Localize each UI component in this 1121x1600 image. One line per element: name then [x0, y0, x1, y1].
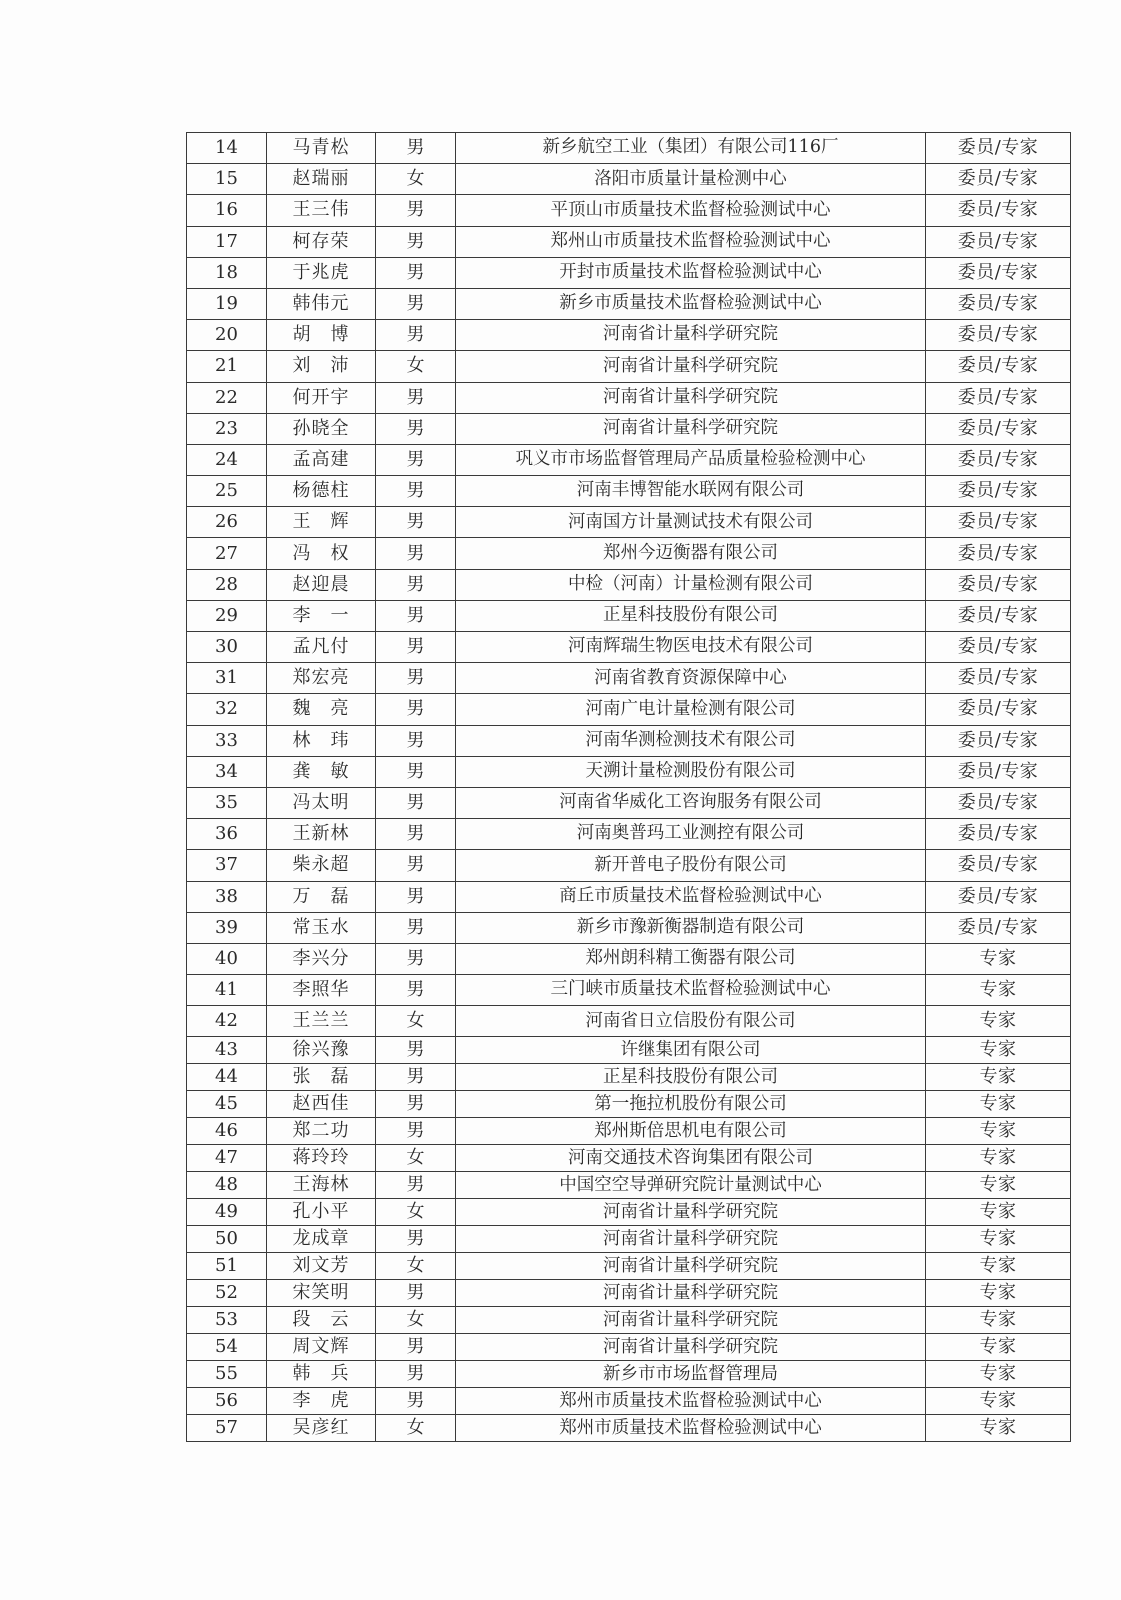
gender-cell: 女 — [376, 1199, 456, 1226]
role-cell: 专家 — [926, 1415, 1071, 1442]
table-row — [187, 975, 1071, 1006]
role-cell: 专家 — [926, 1361, 1071, 1388]
name-cell: 蒋玲玲 — [267, 1145, 376, 1172]
table-row — [187, 694, 1071, 725]
organization-cell: 河南省计量科学研究院 — [456, 413, 926, 444]
row-number-cell: 28 — [187, 569, 267, 600]
organization-cell: 河南省华威化工咨询服务有限公司 — [456, 787, 926, 818]
name-cell: 柴永超 — [267, 850, 376, 881]
role-cell: 委员/专家 — [926, 756, 1071, 787]
name-cell: 万 磊 — [267, 881, 376, 912]
organization-cell: 郑州朗科精工衡器有限公司 — [456, 943, 926, 974]
role-cell: 专家 — [926, 1064, 1071, 1091]
table-row — [187, 850, 1071, 881]
organization-cell: 巩义市市场监督管理局产品质量检验检测中心 — [456, 444, 926, 475]
row-number-cell: 39 — [187, 912, 267, 943]
row-number-cell: 35 — [187, 787, 267, 818]
role-cell: 专家 — [926, 1388, 1071, 1415]
organization-cell: 河南国方计量测试技术有限公司 — [456, 507, 926, 538]
organization-cell: 中检（河南）计量检测有限公司 — [456, 569, 926, 600]
name-cell: 赵瑞丽 — [267, 164, 376, 195]
gender-cell: 女 — [376, 1307, 456, 1334]
organization-cell: 新乡市豫新衡器制造有限公司 — [456, 912, 926, 943]
name-cell: 常玉水 — [267, 912, 376, 943]
row-number-cell: 49 — [187, 1199, 267, 1226]
name-cell: 赵迎晨 — [267, 569, 376, 600]
role-cell: 委员/专家 — [926, 725, 1071, 756]
organization-cell: 河南省计量科学研究院 — [456, 1307, 926, 1334]
row-number-cell: 22 — [187, 382, 267, 413]
name-cell: 王三伟 — [267, 195, 376, 226]
row-number-cell: 23 — [187, 413, 267, 444]
gender-cell: 男 — [376, 850, 456, 881]
row-number-cell: 47 — [187, 1145, 267, 1172]
name-cell: 郑宏亮 — [267, 663, 376, 694]
role-cell: 委员/专家 — [926, 694, 1071, 725]
name-cell: 赵西佳 — [267, 1091, 376, 1118]
row-number-cell: 46 — [187, 1118, 267, 1145]
table-row — [187, 1334, 1071, 1361]
gender-cell: 男 — [376, 257, 456, 288]
organization-cell: 河南省计量科学研究院 — [456, 1226, 926, 1253]
gender-cell: 女 — [376, 351, 456, 382]
row-number-cell: 31 — [187, 663, 267, 694]
table-row — [187, 133, 1071, 164]
row-number-cell: 38 — [187, 881, 267, 912]
gender-cell: 男 — [376, 1091, 456, 1118]
row-number-cell: 26 — [187, 507, 267, 538]
table-row — [187, 632, 1071, 663]
name-cell: 吴彦红 — [267, 1415, 376, 1442]
name-cell: 韩 兵 — [267, 1361, 376, 1388]
name-cell: 王兰兰 — [267, 1006, 376, 1037]
role-cell: 委员/专家 — [926, 507, 1071, 538]
gender-cell: 男 — [376, 382, 456, 413]
role-cell: 专家 — [926, 1307, 1071, 1334]
gender-cell: 男 — [376, 1064, 456, 1091]
gender-cell: 男 — [376, 538, 456, 569]
organization-cell: 天溯计量检测股份有限公司 — [456, 756, 926, 787]
gender-cell: 女 — [376, 1145, 456, 1172]
organization-cell: 河南省日立信股份有限公司 — [456, 1006, 926, 1037]
row-number-cell: 15 — [187, 164, 267, 195]
gender-cell: 男 — [376, 725, 456, 756]
gender-cell: 男 — [376, 226, 456, 257]
organization-cell: 平顶山市质量技术监督检验测试中心 — [456, 195, 926, 226]
gender-cell: 男 — [376, 1118, 456, 1145]
name-cell: 韩伟元 — [267, 288, 376, 319]
table-row — [187, 226, 1071, 257]
row-number-cell: 54 — [187, 1334, 267, 1361]
name-cell: 李兴分 — [267, 943, 376, 974]
row-number-cell: 24 — [187, 444, 267, 475]
organization-cell: 河南省计量科学研究院 — [456, 1199, 926, 1226]
gender-cell: 男 — [376, 943, 456, 974]
gender-cell: 男 — [376, 787, 456, 818]
table-row — [187, 195, 1071, 226]
organization-cell: 第一拖拉机股份有限公司 — [456, 1091, 926, 1118]
role-cell: 委员/专家 — [926, 632, 1071, 663]
role-cell: 专家 — [926, 1037, 1071, 1064]
role-cell: 委员/专家 — [926, 912, 1071, 943]
table-row — [187, 1145, 1071, 1172]
role-cell: 专家 — [926, 943, 1071, 974]
organization-cell: 河南奥普玛工业测控有限公司 — [456, 819, 926, 850]
name-cell: 张 磊 — [267, 1064, 376, 1091]
role-cell: 委员/专家 — [926, 850, 1071, 881]
organization-cell: 河南丰博智能水联网有限公司 — [456, 476, 926, 507]
name-cell: 何开宇 — [267, 382, 376, 413]
table-row — [187, 351, 1071, 382]
gender-cell: 男 — [376, 1037, 456, 1064]
table-row — [187, 600, 1071, 631]
gender-cell: 男 — [376, 444, 456, 475]
table-row — [187, 444, 1071, 475]
table-row — [187, 538, 1071, 569]
table-row — [187, 476, 1071, 507]
row-number-cell: 50 — [187, 1226, 267, 1253]
name-cell: 杨德柱 — [267, 476, 376, 507]
role-cell: 委员/专家 — [926, 133, 1071, 164]
role-cell: 委员/专家 — [926, 288, 1071, 319]
row-number-cell: 32 — [187, 694, 267, 725]
name-cell: 孙晓全 — [267, 413, 376, 444]
role-cell: 委员/专家 — [926, 881, 1071, 912]
role-cell: 专家 — [926, 1172, 1071, 1199]
name-cell: 王 辉 — [267, 507, 376, 538]
row-number-cell: 57 — [187, 1415, 267, 1442]
gender-cell: 男 — [376, 476, 456, 507]
table-row — [187, 881, 1071, 912]
table-row — [187, 164, 1071, 195]
gender-cell: 男 — [376, 819, 456, 850]
row-number-cell: 16 — [187, 195, 267, 226]
role-cell: 专家 — [926, 1091, 1071, 1118]
row-number-cell: 43 — [187, 1037, 267, 1064]
table-row — [187, 1253, 1071, 1280]
row-number-cell: 34 — [187, 756, 267, 787]
table-row — [187, 1361, 1071, 1388]
name-cell: 马青松 — [267, 133, 376, 164]
role-cell: 委员/专家 — [926, 819, 1071, 850]
row-number-cell: 20 — [187, 320, 267, 351]
row-number-cell: 14 — [187, 133, 267, 164]
row-number-cell: 29 — [187, 600, 267, 631]
table-row — [187, 288, 1071, 319]
name-cell: 徐兴豫 — [267, 1037, 376, 1064]
organization-cell: 河南华测检测技术有限公司 — [456, 725, 926, 756]
gender-cell: 男 — [376, 320, 456, 351]
organization-cell: 河南省计量科学研究院 — [456, 1334, 926, 1361]
name-cell: 郑二功 — [267, 1118, 376, 1145]
role-cell: 委员/专家 — [926, 226, 1071, 257]
role-cell: 委员/专家 — [926, 382, 1071, 413]
gender-cell: 女 — [376, 1415, 456, 1442]
gender-cell: 男 — [376, 694, 456, 725]
gender-cell: 男 — [376, 975, 456, 1006]
gender-cell: 男 — [376, 1280, 456, 1307]
name-cell: 于兆虎 — [267, 257, 376, 288]
table-row — [187, 382, 1071, 413]
row-number-cell: 37 — [187, 850, 267, 881]
row-number-cell: 51 — [187, 1253, 267, 1280]
row-number-cell: 44 — [187, 1064, 267, 1091]
table-row — [187, 912, 1071, 943]
row-number-cell: 41 — [187, 975, 267, 1006]
table-row — [187, 320, 1071, 351]
organization-cell: 郑州市质量技术监督检验测试中心 — [456, 1388, 926, 1415]
role-cell: 委员/专家 — [926, 413, 1071, 444]
organization-cell: 郑州今迈衡器有限公司 — [456, 538, 926, 569]
role-cell: 委员/专家 — [926, 569, 1071, 600]
table-row — [187, 1415, 1071, 1442]
row-number-cell: 25 — [187, 476, 267, 507]
role-cell: 委员/专家 — [926, 444, 1071, 475]
row-number-cell: 55 — [187, 1361, 267, 1388]
row-number-cell: 42 — [187, 1006, 267, 1037]
name-cell: 刘文芳 — [267, 1253, 376, 1280]
gender-cell: 男 — [376, 881, 456, 912]
name-cell: 柯存荣 — [267, 226, 376, 257]
role-cell: 专家 — [926, 1226, 1071, 1253]
table-row — [187, 569, 1071, 600]
table-row — [187, 507, 1071, 538]
row-number-cell: 52 — [187, 1280, 267, 1307]
member-roster-table — [186, 132, 1071, 1442]
table-row — [187, 725, 1071, 756]
organization-cell: 郑州山市质量技术监督检验测试中心 — [456, 226, 926, 257]
gender-cell: 女 — [376, 1253, 456, 1280]
name-cell: 胡 博 — [267, 320, 376, 351]
organization-cell: 河南省教育资源保障中心 — [456, 663, 926, 694]
table-row — [187, 1226, 1071, 1253]
table-row — [187, 663, 1071, 694]
gender-cell: 男 — [376, 1226, 456, 1253]
gender-cell: 男 — [376, 1388, 456, 1415]
name-cell: 冯太明 — [267, 787, 376, 818]
name-cell: 王海林 — [267, 1172, 376, 1199]
organization-cell: 正星科技股份有限公司 — [456, 600, 926, 631]
row-number-cell: 19 — [187, 288, 267, 319]
gender-cell: 男 — [376, 133, 456, 164]
organization-cell: 开封市质量技术监督检验测试中心 — [456, 257, 926, 288]
name-cell: 宋笑明 — [267, 1280, 376, 1307]
role-cell: 委员/专家 — [926, 320, 1071, 351]
organization-cell: 郑州市质量技术监督检验测试中心 — [456, 1415, 926, 1442]
name-cell: 龙成章 — [267, 1226, 376, 1253]
table-row — [187, 1006, 1071, 1037]
organization-cell: 河南省计量科学研究院 — [456, 351, 926, 382]
name-cell: 龚 敏 — [267, 756, 376, 787]
organization-cell: 正星科技股份有限公司 — [456, 1064, 926, 1091]
gender-cell: 男 — [376, 912, 456, 943]
role-cell: 委员/专家 — [926, 195, 1071, 226]
table-row — [187, 787, 1071, 818]
table-row — [187, 1307, 1071, 1334]
gender-cell: 男 — [376, 288, 456, 319]
gender-cell: 男 — [376, 1361, 456, 1388]
organization-cell: 洛阳市质量计量检测中心 — [456, 164, 926, 195]
roster-body — [187, 133, 1071, 1442]
table-row — [187, 257, 1071, 288]
name-cell: 周文辉 — [267, 1334, 376, 1361]
name-cell: 刘 沛 — [267, 351, 376, 382]
role-cell: 委员/专家 — [926, 351, 1071, 382]
organization-cell: 河南辉瑞生物医电技术有限公司 — [456, 632, 926, 663]
row-number-cell: 17 — [187, 226, 267, 257]
table-row — [187, 943, 1071, 974]
gender-cell: 男 — [376, 195, 456, 226]
table-row — [187, 1037, 1071, 1064]
row-number-cell: 30 — [187, 632, 267, 663]
organization-cell: 河南交通技术咨询集团有限公司 — [456, 1145, 926, 1172]
organization-cell: 河南省计量科学研究院 — [456, 382, 926, 413]
row-number-cell: 21 — [187, 351, 267, 382]
organization-cell: 新乡航空工业（集团）有限公司116厂 — [456, 133, 926, 164]
name-cell: 李 一 — [267, 600, 376, 631]
organization-cell: 河南广电计量检测有限公司 — [456, 694, 926, 725]
row-number-cell: 33 — [187, 725, 267, 756]
gender-cell: 男 — [376, 1334, 456, 1361]
table-row — [187, 1064, 1071, 1091]
organization-cell: 三门峡市质量技术监督检验测试中心 — [456, 975, 926, 1006]
role-cell: 委员/专家 — [926, 787, 1071, 818]
table-row — [187, 756, 1071, 787]
name-cell: 孟凡付 — [267, 632, 376, 663]
role-cell: 委员/专家 — [926, 164, 1071, 195]
name-cell: 魏 亮 — [267, 694, 376, 725]
organization-cell: 河南省计量科学研究院 — [456, 1253, 926, 1280]
name-cell: 孔小平 — [267, 1199, 376, 1226]
name-cell: 段 云 — [267, 1307, 376, 1334]
role-cell: 专家 — [926, 1334, 1071, 1361]
table-row — [187, 1199, 1071, 1226]
role-cell: 专家 — [926, 1006, 1071, 1037]
table-row — [187, 1118, 1071, 1145]
role-cell: 专家 — [926, 975, 1071, 1006]
gender-cell: 男 — [376, 569, 456, 600]
organization-cell: 河南省计量科学研究院 — [456, 1280, 926, 1307]
gender-cell: 女 — [376, 164, 456, 195]
role-cell: 委员/专家 — [926, 476, 1071, 507]
gender-cell: 男 — [376, 663, 456, 694]
table-row — [187, 819, 1071, 850]
gender-cell: 男 — [376, 507, 456, 538]
gender-cell: 男 — [376, 756, 456, 787]
gender-cell: 男 — [376, 1172, 456, 1199]
organization-cell: 新乡市市场监督管理局 — [456, 1361, 926, 1388]
role-cell: 专家 — [926, 1280, 1071, 1307]
role-cell: 委员/专家 — [926, 538, 1071, 569]
gender-cell: 男 — [376, 600, 456, 631]
row-number-cell: 45 — [187, 1091, 267, 1118]
name-cell: 李 虎 — [267, 1388, 376, 1415]
gender-cell: 女 — [376, 1006, 456, 1037]
role-cell: 专家 — [926, 1253, 1071, 1280]
name-cell: 王新林 — [267, 819, 376, 850]
name-cell: 林 玮 — [267, 725, 376, 756]
gender-cell: 男 — [376, 632, 456, 663]
organization-cell: 新乡市质量技术监督检验测试中心 — [456, 288, 926, 319]
role-cell: 委员/专家 — [926, 663, 1071, 694]
organization-cell: 商丘市质量技术监督检验测试中心 — [456, 881, 926, 912]
table-row — [187, 1280, 1071, 1307]
row-number-cell: 48 — [187, 1172, 267, 1199]
organization-cell: 中国空空导弹研究院计量测试中心 — [456, 1172, 926, 1199]
role-cell: 委员/专家 — [926, 600, 1071, 631]
role-cell: 专家 — [926, 1199, 1071, 1226]
role-cell: 委员/专家 — [926, 257, 1071, 288]
table-row — [187, 1172, 1071, 1199]
role-cell: 专家 — [926, 1145, 1071, 1172]
row-number-cell: 40 — [187, 943, 267, 974]
table-row — [187, 413, 1071, 444]
gender-cell: 男 — [376, 413, 456, 444]
organization-cell: 河南省计量科学研究院 — [456, 320, 926, 351]
table-row — [187, 1388, 1071, 1415]
role-cell: 专家 — [926, 1118, 1071, 1145]
row-number-cell: 36 — [187, 819, 267, 850]
organization-cell: 郑州斯倍思机电有限公司 — [456, 1118, 926, 1145]
name-cell: 孟高建 — [267, 444, 376, 475]
organization-cell: 许继集团有限公司 — [456, 1037, 926, 1064]
organization-cell: 新开普电子股份有限公司 — [456, 850, 926, 881]
row-number-cell: 27 — [187, 538, 267, 569]
name-cell: 冯 权 — [267, 538, 376, 569]
row-number-cell: 18 — [187, 257, 267, 288]
name-cell: 李照华 — [267, 975, 376, 1006]
row-number-cell: 56 — [187, 1388, 267, 1415]
row-number-cell: 53 — [187, 1307, 267, 1334]
table-row — [187, 1091, 1071, 1118]
